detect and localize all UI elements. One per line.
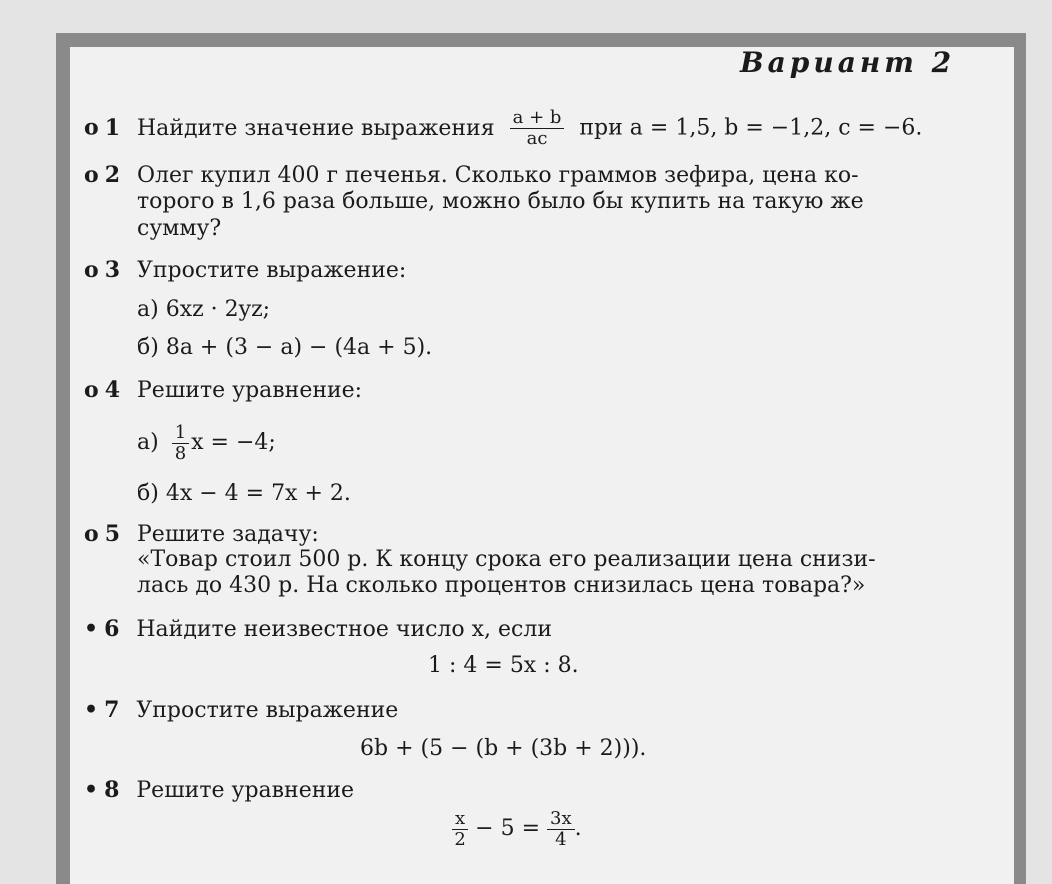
fraction bbox=[547, 809, 575, 850]
task-text: Решите уравнение: bbox=[137, 378, 363, 403]
task-marker: o bbox=[84, 114, 99, 141]
task-number: 1 bbox=[104, 114, 120, 141]
task-number: 4 bbox=[104, 377, 120, 403]
task-marker: • bbox=[84, 777, 99, 803]
task-5-line-3: лась до 430 р. На сколько процентов снизилась цена товара?» bbox=[137, 573, 866, 598]
task-8 bbox=[84, 777, 354, 804]
task-7-formula: 6b + (5 − (b + (3b + 2))). bbox=[360, 736, 647, 761]
fraction-numerator: x bbox=[452, 809, 468, 830]
task-6 bbox=[84, 616, 552, 643]
task-5-line-2: «Товар стоил 500 р. К концу срока его реализации цена снизи- bbox=[137, 547, 876, 572]
task-marker: • bbox=[84, 616, 99, 642]
task-number: 3 bbox=[104, 257, 120, 283]
task-number: 2 bbox=[104, 162, 120, 188]
task-4-part-b: б) 4x − 4 = 7x + 2. bbox=[137, 481, 351, 506]
task-number: 8 bbox=[104, 777, 120, 803]
task-marker: o bbox=[84, 257, 99, 283]
task-marker: o bbox=[84, 162, 99, 188]
task-text: Олег купил 400 г печенья. Сколько граммов зефира, цена ко- bbox=[137, 163, 859, 188]
task-3-part-a: а) 6xz · 2yz; bbox=[137, 297, 271, 322]
task-1 bbox=[84, 108, 922, 149]
task-2-line-3: сумму? bbox=[137, 216, 222, 241]
task-marker: • bbox=[84, 697, 99, 723]
task-7 bbox=[84, 697, 398, 724]
task-number: 6 bbox=[104, 616, 120, 642]
equation-middle: − 5 = bbox=[475, 816, 541, 841]
fraction-denominator: 2 bbox=[454, 828, 466, 850]
task-4 bbox=[84, 377, 362, 404]
equation-end: . bbox=[574, 816, 582, 841]
task-2-line-2: торого в 1,6 раза больше, можно было бы купить на такую же bbox=[137, 189, 864, 214]
task-6-formula: 1 : 4 = 5x : 8. bbox=[428, 653, 579, 678]
fraction bbox=[510, 108, 565, 149]
fraction-numerator: a + b bbox=[510, 108, 565, 129]
equation-rest: x = −4; bbox=[191, 430, 276, 455]
fraction-numerator: 3x bbox=[547, 809, 575, 830]
task-3 bbox=[84, 257, 406, 284]
task-text: при a = 1,5, b = −1,2, c = −6. bbox=[579, 115, 923, 141]
fraction bbox=[172, 423, 189, 464]
task-text: Упростите выражение: bbox=[137, 258, 407, 283]
fraction-numerator: 1 bbox=[172, 423, 189, 444]
fraction bbox=[452, 809, 468, 850]
fraction-denominator: 4 bbox=[555, 828, 567, 850]
task-text: Решите задачу: bbox=[137, 522, 319, 547]
part-label: а) bbox=[137, 430, 159, 455]
fraction-denominator: 8 bbox=[174, 442, 187, 464]
task-text: Упростите выражение bbox=[136, 698, 399, 723]
task-number: 7 bbox=[104, 697, 120, 723]
task-marker: o bbox=[84, 377, 99, 403]
task-8-formula bbox=[452, 805, 582, 853]
task-4-part-a bbox=[137, 420, 276, 466]
task-marker: o bbox=[84, 521, 99, 547]
task-number: 5 bbox=[104, 521, 120, 547]
task-2-line-1 bbox=[84, 162, 859, 189]
task-5-line-1 bbox=[84, 521, 319, 548]
task-text: Найдите неизвестное число x, если bbox=[136, 617, 553, 642]
variant-title: Вариант 2 bbox=[740, 46, 956, 79]
task-text: Решите уравнение bbox=[136, 778, 355, 803]
task-text: Найдите значение выражения bbox=[137, 115, 495, 141]
fraction-denominator: ac bbox=[526, 128, 548, 149]
task-3-part-b: б) 8a + (3 − a) − (4a + 5). bbox=[137, 335, 433, 360]
